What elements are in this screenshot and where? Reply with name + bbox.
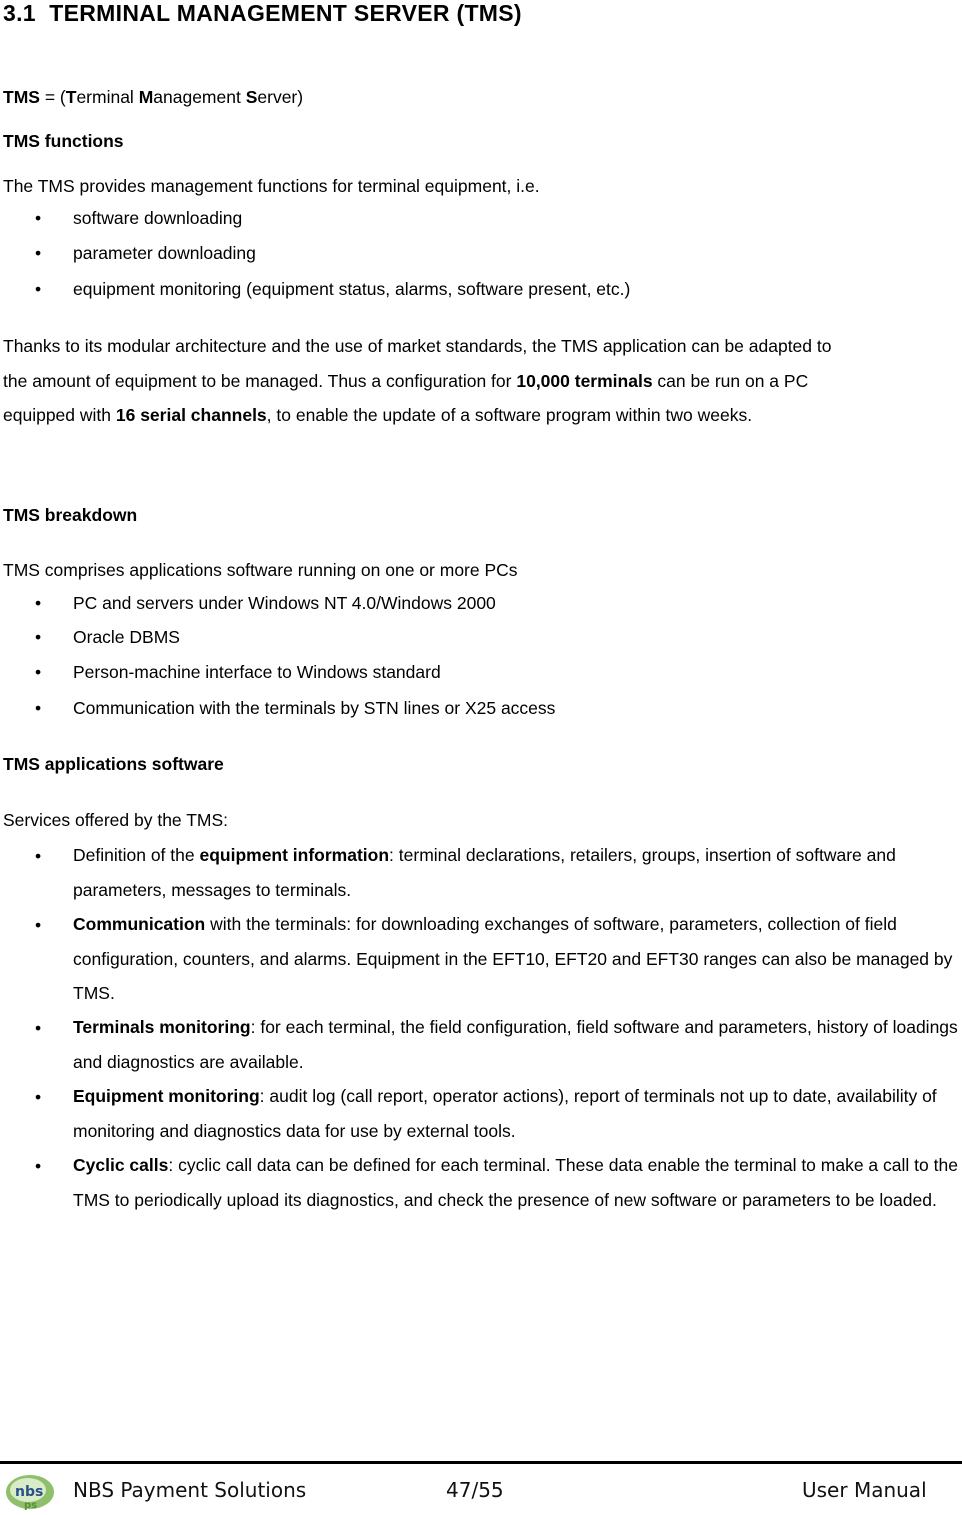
footer-page-number: 47/55 [446, 1478, 504, 1502]
bullet: • [35, 1156, 42, 1176]
def-abbr: TMS [3, 87, 40, 107]
bullet: • [35, 627, 42, 647]
apps-heading: TMS applications software [3, 754, 224, 774]
functions-heading: TMS functions [3, 131, 124, 151]
list-item: Equipment monitoring: audit log (call report, operator actions), report of terminals not up to date, availability of monitoring and diagnostics data for use by external tools. [73, 1086, 937, 1141]
bullet: • [35, 243, 42, 263]
svg-text:ps: ps [24, 1500, 38, 1510]
bullet: • [35, 1018, 42, 1038]
architecture-paragraph-line1: Thanks to its modular architecture and the use of market standards, the TMS application can be adapted to [3, 336, 832, 356]
svg-text:nbs: nbs [15, 1484, 44, 1500]
bullet: • [35, 208, 42, 228]
bullet: • [35, 1087, 42, 1107]
architecture-paragraph-line2: the amount of equipment to be managed. Thus a configuration for 10,000 terminals can be run on a PC [3, 371, 809, 391]
def-m-rest: anagement [153, 87, 246, 107]
footer-divider [0, 1461, 962, 1464]
footer-doc-title: User Manual [802, 1478, 927, 1502]
bullet: • [35, 279, 42, 299]
footer-company: NBS Payment Solutions [73, 1478, 307, 1502]
apps-intro: Services offered by the TMS: [3, 810, 229, 830]
section-title-text: TERMINAL MANAGEMENT SERVER (TMS) [49, 0, 522, 26]
list-item: Definition of the equipment information: terminal declarations, retailers, groups, insertion of software and parameters, messages to terminals. [73, 845, 896, 900]
bullet: • [35, 846, 42, 866]
breakdown-heading: TMS breakdown [3, 505, 138, 525]
def-t-rest: erminal [76, 87, 139, 107]
def-eq: = ( [39, 87, 66, 107]
nbs-logo [4, 1470, 56, 1510]
architecture-paragraph-line3: equipped with 16 serial channels, to enable the update of a software program within two weeks. [3, 405, 753, 425]
functions-intro: The TMS provides management functions for terminal equipment, i.e. [3, 176, 540, 196]
bullet: • [35, 915, 42, 935]
def-s-rest: erver) [257, 87, 304, 107]
bullet: • [35, 698, 42, 718]
section-number: 3.1 [3, 0, 36, 26]
list-item: Communication with the terminals: for downloading exchanges of software, parameters, collection of field configuration, counters, and alarms. Equipment in the EFT10, EFT20 and EFT30 ranges can also be managed by TMS. [73, 914, 953, 1003]
def-m: M [138, 87, 154, 107]
list-item: Cyclic calls: cyclic call data can be defined for each terminal. These data enable the terminal to make a call to the TMS to periodically upload its diagnostics, and check the presence of new software or parameters to be loaded. [73, 1155, 958, 1210]
def-s: S [245, 87, 258, 107]
breakdown-intro: TMS comprises applications software running on one or more PCs [3, 560, 518, 580]
bullet: • [35, 593, 42, 613]
list-item: Terminals monitoring: for each terminal, the field configuration, field software and parameters, history of loadings and diagnostics are available. [73, 1017, 958, 1072]
section-title [3, 0, 522, 27]
bullet: • [35, 662, 42, 682]
tms-definition [3, 80, 303, 115]
def-t: T [65, 87, 77, 107]
